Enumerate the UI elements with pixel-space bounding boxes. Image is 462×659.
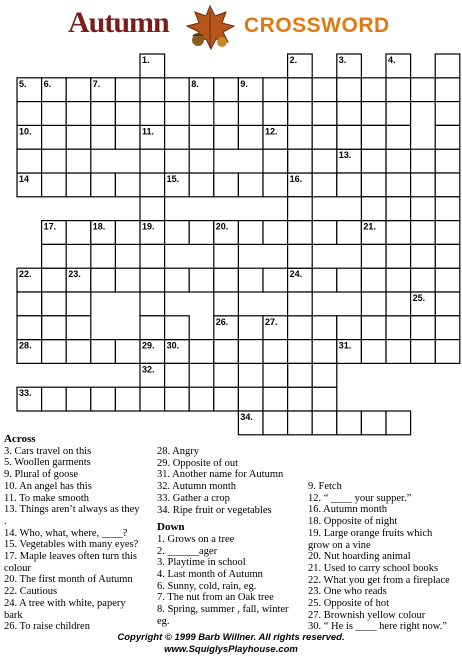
grid-cell[interactable] (337, 173, 362, 197)
clue-item: 26. To raise children (4, 621, 90, 633)
grid-cell[interactable] (263, 363, 288, 387)
clue-item: 13. Things aren’t always as they (4, 504, 140, 516)
grid-cell[interactable] (91, 102, 116, 126)
grid-cell[interactable] (214, 78, 239, 102)
clue-item: eg. (157, 615, 170, 627)
grid-cell[interactable] (238, 125, 263, 149)
grid-cell[interactable] (214, 268, 239, 292)
grid-cell[interactable] (263, 268, 288, 292)
clue-item: 22. What you get from a fireplace (308, 574, 450, 586)
clue-number: 23. (68, 269, 81, 280)
grid-cell[interactable] (42, 268, 67, 292)
grid-cell[interactable] (361, 268, 386, 292)
grid-cell[interactable] (189, 149, 214, 173)
grid-cell[interactable] (140, 268, 165, 292)
grid-cell[interactable] (189, 268, 214, 292)
clue-item: 21. Used to carry school books (308, 562, 439, 574)
grid-cell[interactable] (66, 316, 91, 340)
grid-cell[interactable] (165, 387, 190, 411)
grid-cell[interactable] (386, 78, 411, 102)
grid-cell[interactable] (42, 244, 67, 268)
grid-cell[interactable] (435, 316, 460, 340)
grid-cell[interactable] (115, 102, 140, 126)
grid-cell[interactable] (361, 411, 386, 435)
grid-cell[interactable] (361, 78, 386, 102)
grid-cell[interactable] (17, 102, 42, 126)
across-heading: Across (4, 433, 36, 445)
grid-cell[interactable] (361, 125, 386, 149)
grid-cell[interactable] (435, 173, 460, 197)
clue-item: 18. Opposite of night (308, 516, 398, 528)
clue-number: 5. (19, 78, 27, 89)
grid-cell[interactable] (361, 102, 386, 126)
grid-cell[interactable] (386, 173, 411, 197)
grid-cell[interactable] (337, 125, 362, 149)
clue-number: 32. (142, 364, 155, 375)
grid-cell[interactable] (140, 387, 165, 411)
grid-cell[interactable] (91, 125, 116, 149)
grid-cell[interactable] (361, 173, 386, 197)
clue-item: 11. To make smooth (4, 492, 90, 504)
grid-cell[interactable] (312, 316, 337, 340)
clue-item: 24. A tree with white, papery (4, 597, 126, 609)
clue-number: 29. (142, 340, 155, 351)
clue-item: 6. Sunny, cold, rain, eg. (157, 580, 257, 592)
clue-item: 10. An angel has this (4, 480, 92, 492)
clue-number: 20. (215, 221, 229, 232)
grid-cell[interactable] (312, 125, 337, 149)
grid-cell[interactable] (91, 268, 116, 292)
grid-cell[interactable] (435, 125, 460, 149)
grid-cell[interactable] (411, 78, 436, 102)
grid-cell[interactable] (435, 244, 460, 268)
grid-cell[interactable] (91, 244, 116, 268)
grid-cell[interactable] (337, 316, 362, 340)
clue-number: 25. (412, 293, 426, 303)
clue-number: 6. (43, 78, 52, 89)
grid-cell[interactable] (263, 78, 288, 102)
grid-cell[interactable] (435, 102, 460, 126)
grid-cell[interactable] (66, 387, 91, 411)
grid-cell[interactable] (115, 221, 140, 245)
grid-cell[interactable] (263, 173, 288, 197)
grid-cell[interactable] (165, 125, 190, 149)
grid-cell[interactable] (337, 268, 362, 292)
grid-cell[interactable] (189, 173, 214, 197)
grid-cell[interactable] (361, 340, 386, 364)
grid-cell[interactable] (288, 197, 313, 221)
grid-cell[interactable] (115, 78, 140, 102)
grid-cell[interactable] (42, 102, 67, 126)
grid-cell[interactable] (435, 197, 460, 221)
grid-cell[interactable] (435, 78, 460, 102)
grid-cell[interactable] (165, 221, 190, 245)
clue-number: 9. (240, 78, 248, 89)
grid-cell[interactable] (386, 411, 411, 435)
grid-cell[interactable] (91, 340, 116, 364)
grid-cell[interactable] (386, 340, 411, 364)
clue-item: 7. The nut from an Oak tree (157, 592, 274, 604)
grid-cell[interactable] (411, 268, 436, 292)
grid-cell[interactable] (361, 292, 386, 316)
grid-cell[interactable] (288, 363, 313, 387)
clue-item: bark (4, 609, 23, 621)
grid-cell[interactable] (288, 244, 313, 268)
grid-cell[interactable] (411, 173, 436, 197)
grid-cell[interactable] (288, 292, 313, 316)
clue-item: 9. Plural of goose (4, 469, 79, 481)
grid-cell[interactable] (214, 292, 239, 316)
grid-cell[interactable] (312, 411, 337, 435)
grid-cell[interactable] (288, 78, 313, 102)
grid-cell[interactable] (288, 102, 313, 126)
grid-cell[interactable] (189, 102, 214, 126)
clue-number: 8. (191, 78, 199, 89)
clue-item: 4. Last month of Autumn (157, 569, 263, 581)
clue-number: 27. (265, 316, 278, 327)
clue-number: 13. (338, 150, 352, 161)
grid-cell[interactable] (66, 78, 91, 102)
down-clues (308, 481, 460, 633)
clue-item: 29. Opposite of out (157, 457, 239, 469)
grid-cell[interactable] (435, 292, 460, 316)
grid-cell[interactable] (288, 125, 313, 149)
clue-item: 30. “ He is ____ here right now.” (308, 621, 447, 633)
clue-item: 2. ______ager (157, 545, 218, 557)
page-title: CROSSWORD (244, 14, 390, 37)
grid-cell[interactable] (189, 125, 214, 149)
grid-cell[interactable] (263, 102, 288, 126)
grid-cell[interactable] (238, 316, 263, 340)
clue-item: 28. Angry (157, 446, 199, 457)
grid-cell[interactable] (165, 316, 190, 340)
grid-cell[interactable] (288, 221, 313, 245)
clue-number: 3. (338, 55, 347, 65)
grid-cell[interactable] (337, 221, 362, 245)
clue-item: 22. Cautious (4, 586, 58, 598)
grid-cell[interactable] (435, 340, 460, 364)
grid-cell[interactable] (386, 125, 411, 149)
clue-number: 30. (166, 340, 180, 351)
clue-number: 7. (92, 78, 101, 89)
grid-cell[interactable] (214, 244, 239, 268)
grid-cell[interactable] (140, 292, 165, 316)
clue-number: 2. (289, 55, 298, 65)
grid-cell[interactable] (66, 173, 91, 197)
grid-cell[interactable] (361, 316, 386, 340)
grid-cell[interactable] (238, 173, 263, 197)
clue-item: 23. One who reads (308, 586, 387, 598)
grid-cell[interactable] (386, 268, 411, 292)
clue-number: 22. (19, 269, 32, 280)
across-clues (4, 434, 156, 633)
grid-cell[interactable] (189, 387, 214, 411)
clue-item: 34. Ripe fruit or vegetables (157, 504, 272, 516)
clue-number: 28. (19, 340, 32, 351)
grid-cell[interactable] (312, 221, 337, 245)
grid-cell[interactable] (263, 387, 288, 411)
clue-number: 24. (289, 269, 303, 280)
grid-cell[interactable] (337, 78, 362, 102)
clue-item: 31. Another name for Autumn (157, 469, 284, 481)
grid-cell[interactable] (66, 149, 91, 173)
grid-cell[interactable] (411, 244, 436, 268)
grid-cell[interactable] (386, 316, 411, 340)
grid-cell[interactable] (42, 387, 67, 411)
grid-cell[interactable] (66, 340, 91, 364)
clue-item: 25. Opposite of hot (308, 598, 390, 610)
grid-cell[interactable] (238, 221, 263, 245)
clue-number: 18. (92, 221, 106, 232)
clue-item: 19. Large orange fruits which (308, 527, 433, 539)
grid-cell[interactable] (312, 149, 337, 173)
grid-cell[interactable] (189, 340, 214, 364)
clue-item: 12. “ ____ your supper.” (308, 492, 412, 504)
grid-cell[interactable] (115, 173, 140, 197)
grid-cell[interactable] (386, 102, 411, 126)
grid-cell[interactable] (435, 149, 460, 173)
clue-number: 16. (289, 174, 303, 184)
clue-number: 17. (43, 221, 57, 232)
grid-cell[interactable] (411, 221, 436, 245)
grid-cell[interactable] (361, 149, 386, 173)
clue-number: 15. (166, 174, 180, 184)
grid-cell[interactable] (337, 102, 362, 126)
grid-cell[interactable] (238, 387, 263, 411)
grid-cell[interactable] (140, 316, 165, 340)
clue-item: 20. The first month of Autumn (4, 574, 133, 586)
clue-item: 20. Nut hoarding animal (308, 551, 411, 563)
clue-item: 3. Cars travel on this (4, 445, 92, 457)
grid-cell[interactable] (288, 387, 313, 411)
grid-cell[interactable] (411, 316, 436, 340)
grid-cell[interactable] (140, 102, 165, 126)
clue-number: 26. (215, 316, 229, 327)
grid-cell[interactable] (42, 173, 67, 197)
grid-cell[interactable] (435, 221, 460, 245)
grid-cell[interactable] (337, 411, 362, 435)
grid-cell[interactable] (288, 316, 313, 340)
clue-number: 1. (142, 55, 150, 65)
grid-cell[interactable] (42, 316, 67, 340)
clue-item: grow on a vine (308, 539, 371, 551)
grid-cell[interactable] (263, 340, 288, 364)
grid-cell[interactable] (115, 268, 140, 292)
grid-cell[interactable] (312, 268, 337, 292)
clue-number: 31. (338, 340, 352, 351)
logo: Autumn (68, 6, 169, 39)
clue-number: 21. (363, 221, 376, 232)
grid-cell[interactable] (238, 102, 263, 126)
clue-item: 16. Autumn month (308, 504, 388, 516)
clue-item: 27. Brownish yellow colour (308, 609, 426, 621)
grid-cell[interactable] (288, 149, 313, 173)
grid-cell[interactable] (312, 340, 337, 364)
grid-cell[interactable] (214, 387, 239, 411)
grid-cell[interactable] (140, 244, 165, 268)
grid-cell[interactable] (288, 340, 313, 364)
grid-cell[interactable] (312, 363, 337, 387)
grid-cell[interactable] (238, 268, 263, 292)
clue-item: 14. Who, what, where, ____? (4, 527, 128, 539)
grid-cell[interactable] (214, 340, 239, 364)
grid-cell[interactable] (17, 149, 42, 173)
grid-cell[interactable] (17, 316, 42, 340)
clue-item: 32. Autumn month (157, 481, 237, 493)
clue-item: 33. Gather a crop (157, 492, 230, 504)
clue-item: 8. Spring, summer , fall, winter (157, 604, 289, 616)
clue-item: 17. Maple leaves often turn this (4, 551, 137, 563)
grid-cell[interactable] (263, 411, 288, 435)
grid-cell[interactable] (115, 125, 140, 149)
clues-column-2 (157, 446, 309, 628)
grid-cell[interactable] (214, 125, 239, 149)
grid-cell[interactable] (214, 363, 239, 387)
grid-cell[interactable] (386, 221, 411, 245)
grid-cell[interactable] (312, 102, 337, 126)
grid-cell[interactable] (115, 340, 140, 364)
grid-cell[interactable] (411, 340, 436, 364)
grid-cell[interactable] (42, 292, 67, 316)
grid-cell[interactable] (386, 149, 411, 173)
grid-cell[interactable] (165, 78, 190, 102)
clue-item: 9. Fetch (308, 481, 342, 492)
down-heading: Down (157, 521, 185, 534)
grid-cell[interactable] (263, 149, 288, 173)
grid-cell[interactable] (42, 340, 67, 364)
grid-cell[interactable] (66, 125, 91, 149)
clue-item: colour (4, 562, 31, 574)
grid-cell[interactable] (165, 363, 190, 387)
grid-cell[interactable] (140, 173, 165, 197)
grid-cell[interactable] (411, 149, 436, 173)
grid-cell[interactable] (140, 197, 165, 221)
grid-cell[interactable] (435, 54, 460, 78)
grid-cell[interactable] (140, 149, 165, 173)
site-link[interactable]: www.SquiglysPlayhouse.com (164, 644, 298, 655)
grid-cell[interactable] (361, 244, 386, 268)
grid-cell[interactable] (238, 340, 263, 364)
grid-cell[interactable] (165, 268, 190, 292)
clue-number: 11. (142, 126, 155, 137)
clue-number: 12. (265, 126, 278, 137)
clue-number: 33. (19, 388, 32, 399)
grid-cell[interactable] (312, 78, 337, 102)
grid-cell[interactable] (91, 173, 116, 197)
grid-cell[interactable] (312, 387, 337, 411)
clue-number: 14 (19, 174, 30, 184)
copyright: Copyright © 1999 Barb Willner. All rights reserved. (117, 632, 345, 643)
grid-cell[interactable] (189, 221, 214, 245)
grid-cell[interactable] (386, 292, 411, 316)
grid-cell[interactable] (263, 221, 288, 245)
clue-number: 19. (142, 221, 155, 232)
grid-cell[interactable] (288, 411, 313, 435)
clue-number: 34. (240, 412, 253, 422)
clue-item: 3. Playtime in school (157, 557, 246, 569)
grid-cell[interactable] (140, 78, 165, 102)
grid-cell[interactable] (435, 268, 460, 292)
clue-item: . (4, 515, 7, 527)
grid-cell[interactable] (312, 173, 337, 197)
grid-cell[interactable] (115, 387, 140, 411)
grid-cell[interactable] (17, 292, 42, 316)
clue-number: 4. (388, 55, 396, 65)
grid-cell[interactable] (386, 197, 411, 221)
grid-cell[interactable] (91, 387, 116, 411)
grid-cell[interactable] (386, 244, 411, 268)
grid-cell[interactable] (66, 102, 91, 126)
grid-cell[interactable] (361, 197, 386, 221)
clue-item: 1. Grows on a tree (157, 533, 235, 545)
grid-cell[interactable] (66, 221, 91, 245)
grid-cell[interactable] (42, 125, 67, 149)
grid-cell[interactable] (214, 173, 239, 197)
clue-item: 15. Vegetables with many eyes? (4, 539, 139, 551)
clue-item: 5. Woollen garments (4, 457, 91, 469)
grid-cell[interactable] (66, 292, 91, 316)
clue-number: 10. (19, 126, 32, 137)
